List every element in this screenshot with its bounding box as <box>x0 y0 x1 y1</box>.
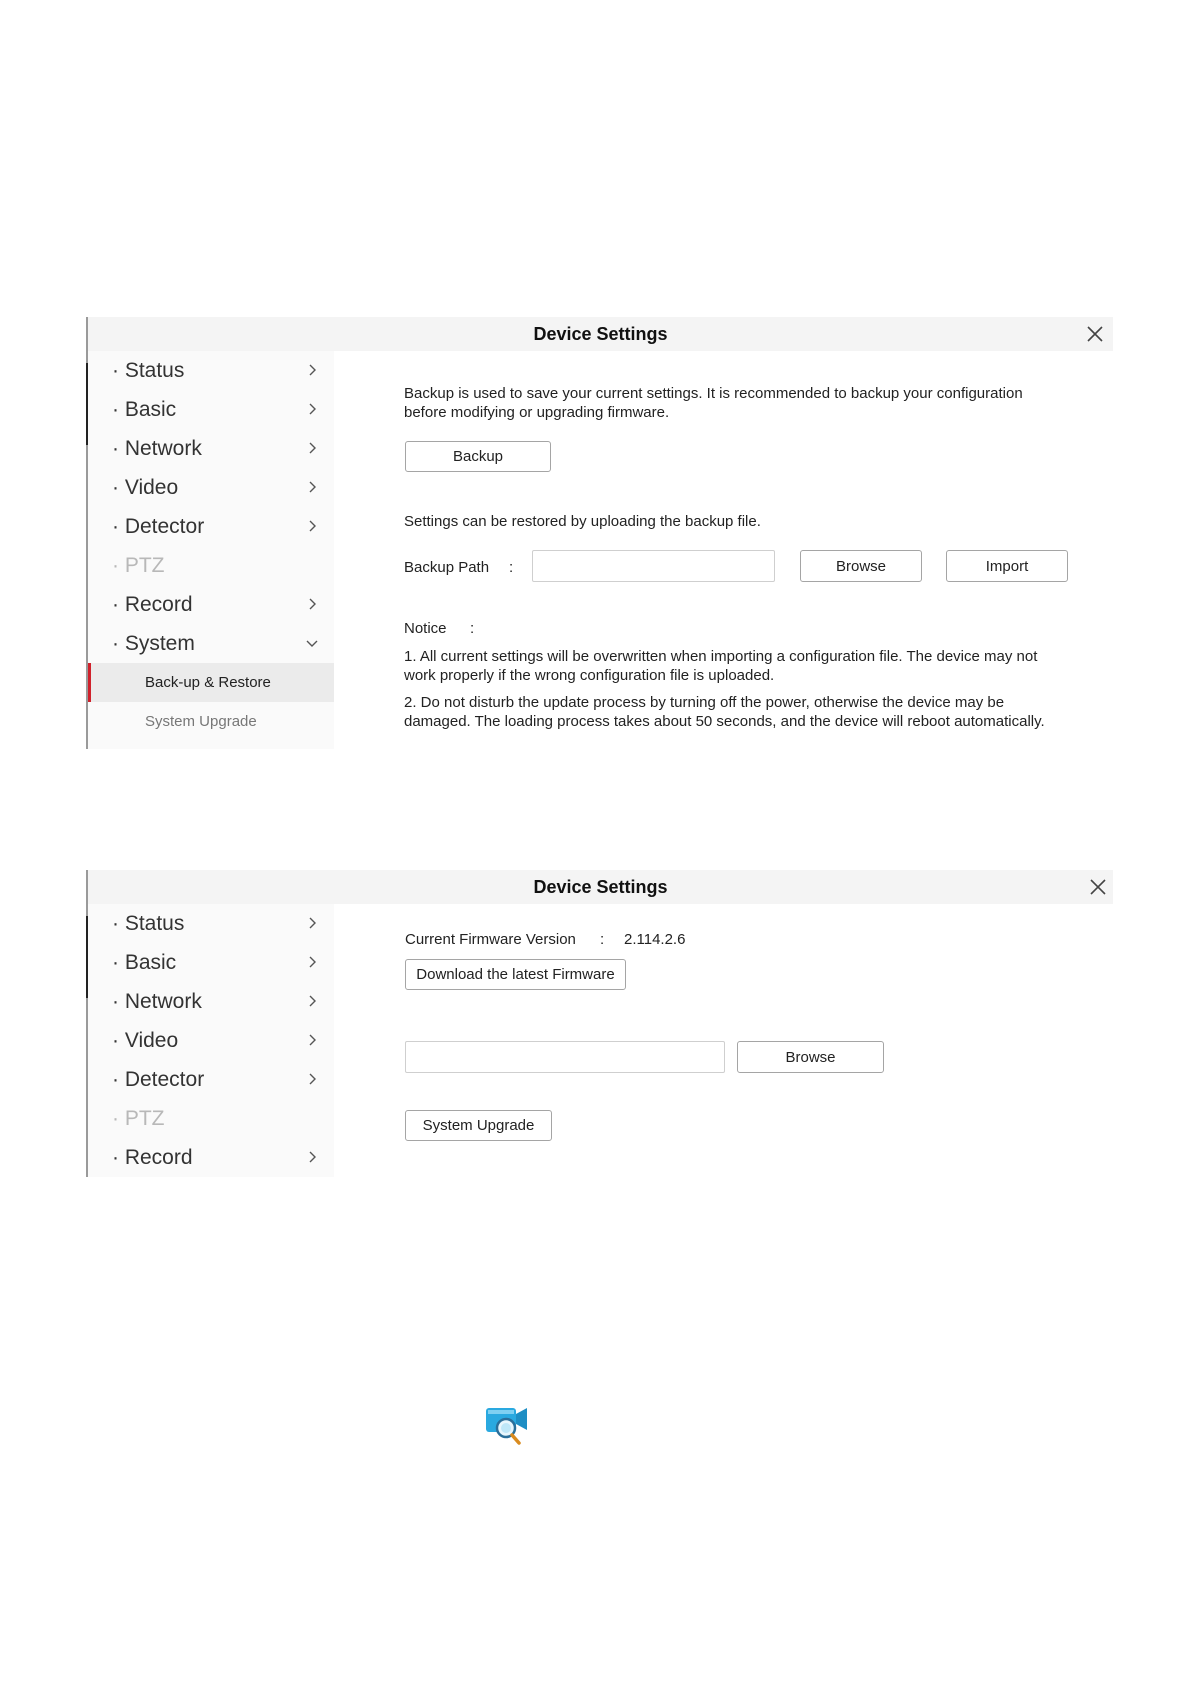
browse-button[interactable]: Browse <box>737 1041 884 1073</box>
sidebar-item-label: · Video <box>112 476 179 499</box>
sidebar-item-basic[interactable] <box>88 943 334 982</box>
firmware-version-label: Current Firmware Version <box>405 931 576 948</box>
firmware-version-colon: : <box>600 931 605 948</box>
sidebar-item-label: · Basic <box>112 951 177 974</box>
sidebar-subitem-system-upgrade[interactable] <box>88 702 334 741</box>
sidebar-item-label: · Network <box>112 437 202 460</box>
settings-sidebar <box>88 351 334 749</box>
chevron-right-icon <box>306 956 318 968</box>
sidebar-item-label: · Record <box>112 1146 193 1169</box>
chevron-right-icon <box>306 364 318 376</box>
camera-search-icon <box>484 1404 530 1446</box>
sidebar-item-basic[interactable] <box>88 390 334 429</box>
import-button[interactable]: Import <box>946 550 1068 582</box>
sidebar-item-detector[interactable] <box>88 1060 334 1099</box>
notice-item-2 <box>404 693 1109 731</box>
sidebar-item-record[interactable] <box>88 585 334 624</box>
sidebar-item-label: · PTZ <box>112 554 165 577</box>
firmware-version-value: 2.114.2.6 <box>624 931 686 948</box>
sidebar-item-label: · Status <box>112 912 185 935</box>
sidebar-item-label: · Detector <box>112 1068 205 1091</box>
notice-item-1 <box>404 647 1109 685</box>
sidebar-item-label: · PTZ <box>112 1107 165 1130</box>
chevron-right-icon <box>306 1034 318 1046</box>
notice-label: Notice <box>404 620 447 637</box>
backup-path-colon: : <box>509 559 514 576</box>
chevron-right-icon <box>306 1151 318 1163</box>
device-settings-panel-backup <box>86 317 1113 749</box>
sidebar-item-label: · Record <box>112 593 193 616</box>
chevron-right-icon <box>306 1073 318 1085</box>
notice-item-1-line-2: work properly if the wrong configuration file is uploaded. <box>404 667 775 684</box>
backup-button[interactable]: Backup <box>405 441 551 472</box>
notice-item-2-line-2: damaged. The loading process takes about 50 seconds, and the device will reboot automatically. <box>404 713 1045 730</box>
sidebar-item-label: · Detector <box>112 515 205 538</box>
sidebar-item-label: · Network <box>112 990 202 1013</box>
sidebar-item-video[interactable] <box>88 1021 334 1060</box>
chevron-right-icon <box>306 481 318 493</box>
sidebar-item-label: · Status <box>112 359 185 382</box>
chevron-right-icon <box>306 403 318 415</box>
sidebar-item-record[interactable] <box>88 1138 334 1177</box>
sidebar-item-network[interactable] <box>88 429 334 468</box>
sidebar-item-video[interactable] <box>88 468 334 507</box>
dialog-titlebar <box>88 870 1113 904</box>
backup-description <box>404 384 1104 422</box>
sidebar-item-label: · Basic <box>112 398 177 421</box>
sidebar-item-status[interactable] <box>88 904 334 943</box>
sidebar-item-status[interactable] <box>88 351 334 390</box>
sidebar-item-detector[interactable] <box>88 507 334 546</box>
chevron-down-icon <box>306 637 318 649</box>
dialog-titlebar <box>88 317 1113 351</box>
browse-button[interactable]: Browse <box>800 550 922 582</box>
sidebar-item-ptz <box>88 546 334 585</box>
sidebar-item-system[interactable] <box>88 624 334 663</box>
chevron-right-icon <box>306 995 318 1007</box>
sidebar-subitem-label: Back-up & Restore <box>145 674 271 691</box>
backup-path-label: Backup Path <box>404 559 490 576</box>
backup-description-line-2: before modifying or upgrading firmware. <box>404 404 670 421</box>
chevron-right-icon <box>306 598 318 610</box>
sidebar-subitem-backup-restore[interactable] <box>88 663 334 702</box>
backup-path-input[interactable] <box>532 550 775 582</box>
dialog-title: Device Settings <box>533 324 668 344</box>
backup-description-line-1: Backup is used to save your current settings. It is recommended to backup your configuration <box>404 385 1023 402</box>
notice-item-1-line-1: 1. All current settings will be overwritten when importing a configuration file. The device may not <box>404 648 1038 665</box>
download-firmware-button[interactable]: Download the latest Firmware <box>405 959 626 990</box>
close-icon[interactable] <box>1088 877 1108 897</box>
notice-colon: : <box>470 620 475 637</box>
device-settings-panel-upgrade <box>86 870 1113 1177</box>
chevron-right-icon <box>306 442 318 454</box>
dialog-title: Device Settings <box>533 877 668 897</box>
settings-sidebar <box>88 904 334 1177</box>
sidebar-item-network[interactable] <box>88 982 334 1021</box>
sidebar-item-ptz <box>88 1099 334 1138</box>
chevron-right-icon <box>306 917 318 929</box>
close-icon[interactable] <box>1085 324 1105 344</box>
sidebar-item-label: · System <box>112 632 195 655</box>
restore-description: Settings can be restored by uploading the backup file. <box>404 513 761 530</box>
sidebar-item-label: · Video <box>112 1029 179 1052</box>
notice-item-2-line-1: 2. Do not disturb the update process by turning off the power, otherwise the device may be <box>404 694 1005 711</box>
system-upgrade-button[interactable]: System Upgrade <box>405 1110 552 1141</box>
sidebar-subitem-label: System Upgrade <box>145 713 257 730</box>
chevron-right-icon <box>306 520 318 532</box>
firmware-file-input[interactable] <box>405 1041 725 1073</box>
